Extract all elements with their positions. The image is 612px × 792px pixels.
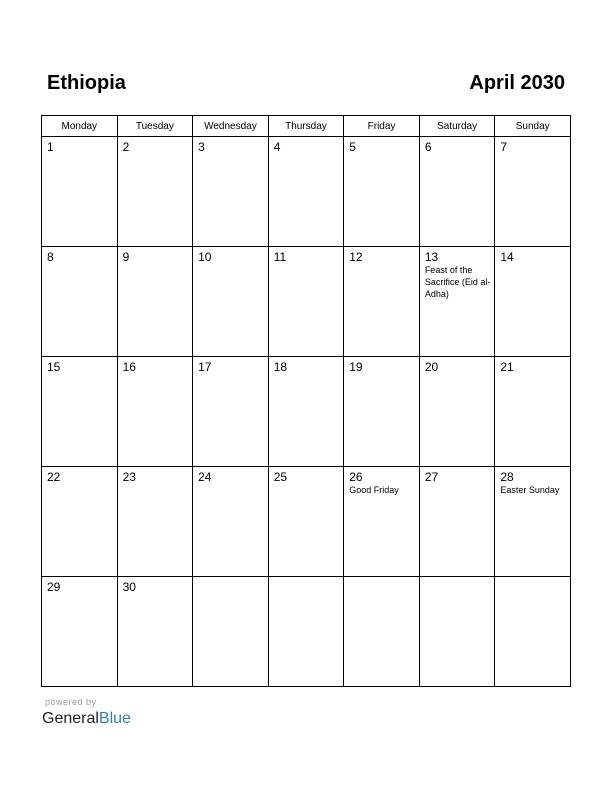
day-cell <box>268 357 344 467</box>
brand-general-text: General <box>42 710 99 727</box>
day-cell <box>42 357 118 467</box>
weekday-header-row <box>42 116 571 137</box>
day-number: 2 <box>122 140 130 154</box>
day-number: 25 <box>273 470 288 484</box>
day-number: 6 <box>424 140 432 154</box>
day-number <box>193 577 268 580</box>
day-number: 1 <box>47 140 54 154</box>
day-cell <box>495 247 571 357</box>
day-cell <box>42 247 118 357</box>
brand-blue-text: Blue <box>98 710 131 727</box>
week-row-5 <box>42 577 571 687</box>
day-number: 13 <box>424 250 439 264</box>
week-row-1 <box>42 137 571 247</box>
day-cell <box>117 357 193 467</box>
day-cell <box>344 137 420 247</box>
day-number: 26 <box>349 470 363 484</box>
day-cell <box>117 577 193 687</box>
day-number: 16 <box>122 360 136 374</box>
day-cell <box>419 467 495 577</box>
day-cell <box>117 247 193 357</box>
day-number: 21 <box>500 360 514 374</box>
calendar-grid <box>41 115 571 687</box>
day-number: 30 <box>122 580 136 594</box>
weekday-wednesday: Wednesday <box>193 116 269 137</box>
holiday-event: Easter Sunday <box>500 485 560 495</box>
day-cell <box>268 247 344 357</box>
day-cell <box>419 247 495 357</box>
day-number <box>269 577 344 580</box>
day-number: 24 <box>198 470 212 484</box>
day-cell <box>344 467 420 577</box>
day-cell <box>344 577 420 687</box>
day-cell <box>193 467 269 577</box>
day-cell <box>419 577 495 687</box>
month-year-title: April 2030 <box>469 72 565 94</box>
day-number: 17 <box>198 360 212 374</box>
day-cell <box>193 247 269 357</box>
weekday-tuesday: Tuesday <box>117 116 193 137</box>
country-title: Ethiopia <box>47 72 126 94</box>
day-cell <box>117 467 193 577</box>
day-number: 14 <box>500 250 514 264</box>
day-cell <box>268 467 344 577</box>
day-number: 10 <box>198 250 212 264</box>
day-cell <box>117 137 193 247</box>
weekday-monday: Monday <box>42 116 118 137</box>
day-cell <box>268 577 344 687</box>
day-number: 23 <box>122 470 136 484</box>
week-row-4 <box>42 467 571 577</box>
holiday-event: Feast of the Sacrifice (Eid al-Adha) <box>424 265 491 299</box>
day-number: 12 <box>349 250 363 264</box>
day-cell <box>495 137 571 247</box>
day-cell <box>193 357 269 467</box>
day-number: 29 <box>47 580 61 594</box>
day-cell <box>42 577 118 687</box>
day-number <box>344 577 419 580</box>
day-cell <box>268 137 344 247</box>
week-row-3 <box>42 357 571 467</box>
day-cell <box>42 467 118 577</box>
weekday-sunday: Sunday <box>495 116 571 137</box>
day-number: 20 <box>424 360 439 374</box>
day-number: 28 <box>500 470 514 484</box>
day-cell <box>193 137 269 247</box>
day-number: 15 <box>47 360 61 374</box>
generalblue-logo[interactable] <box>42 709 131 729</box>
day-number: 27 <box>424 470 439 484</box>
day-number <box>495 577 570 580</box>
day-number: 19 <box>349 360 363 374</box>
day-number: 3 <box>198 140 205 154</box>
day-cell <box>495 577 571 687</box>
day-cell <box>193 577 269 687</box>
week-row-2 <box>42 247 571 357</box>
day-cell <box>419 357 495 467</box>
day-cell <box>495 357 571 467</box>
day-number: 5 <box>349 140 356 154</box>
day-cell <box>42 137 118 247</box>
day-number: 9 <box>122 250 130 264</box>
day-number: 11 <box>273 250 287 264</box>
weekday-thursday: Thursday <box>268 116 344 137</box>
day-number: 4 <box>273 140 281 154</box>
weekday-saturday: Saturday <box>419 116 495 137</box>
holiday-event: Good Friday <box>349 485 399 495</box>
day-number: 22 <box>47 470 61 484</box>
day-number: 8 <box>47 250 54 264</box>
day-cell <box>344 247 420 357</box>
day-number <box>420 577 495 580</box>
powered-by-text: powered by <box>45 697 97 707</box>
day-number: 18 <box>273 360 288 374</box>
day-cell <box>344 357 420 467</box>
day-number: 7 <box>500 140 508 154</box>
day-cell <box>495 467 571 577</box>
weekday-friday: Friday <box>344 116 420 137</box>
day-cell <box>419 137 495 247</box>
